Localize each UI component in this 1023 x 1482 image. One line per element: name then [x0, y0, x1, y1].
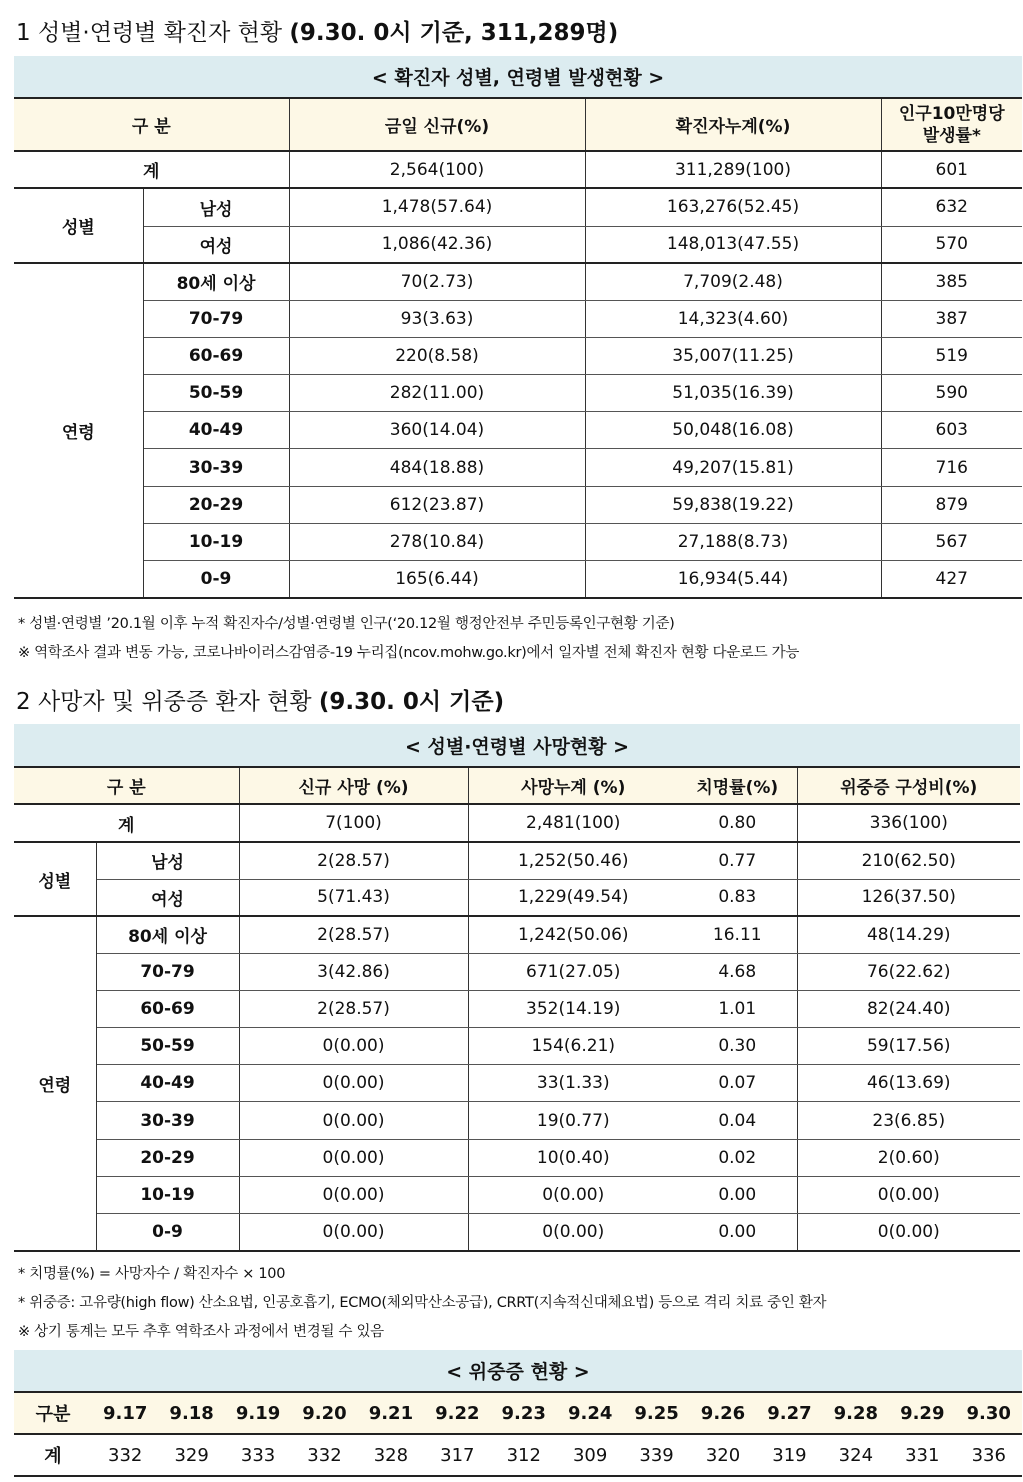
severe-count-cell: 320 — [690, 1434, 756, 1476]
cell-cumulative: 7,709(2.48) — [585, 263, 881, 300]
severe-count-cell: 319 — [756, 1434, 822, 1476]
cell-rate: 427 — [881, 561, 1022, 598]
severe-count-cell: 332 — [92, 1434, 158, 1476]
cell-new: 7(100) — [239, 804, 468, 842]
cell-cumulative: 10(0.40) — [468, 1139, 678, 1176]
cell-fatality: 0.83 — [678, 879, 797, 916]
cell-new: 484(18.88) — [289, 449, 585, 486]
cell-severe: 76(22.62) — [797, 953, 1020, 990]
cell-severe: 0(0.00) — [797, 1214, 1020, 1251]
cell-new: 2(28.57) — [239, 916, 468, 953]
header-new-deaths: 신규 사망 (%) — [239, 767, 468, 804]
severe-count-cell: 328 — [358, 1434, 424, 1476]
severe-count-cell: 329 — [158, 1434, 224, 1476]
header-cumulative-deaths: 사망누계 (%) — [468, 767, 678, 804]
cell-new: 70(2.73) — [289, 263, 585, 300]
severe-count-cell: 331 — [889, 1434, 955, 1476]
cell-severe: 59(17.56) — [797, 1028, 1020, 1065]
cell-new: 0(0.00) — [239, 1139, 468, 1176]
section2-title-date: (9.30. 0시 기준) — [318, 689, 505, 715]
row-label: 여성 — [143, 226, 289, 263]
severe-trend-table — [14, 1350, 1022, 1477]
date-header: 9.22 — [424, 1392, 490, 1434]
date-header: 9.20 — [291, 1392, 357, 1434]
cell-fatality: 16.11 — [678, 916, 797, 953]
cell-new: 282(11.00) — [289, 375, 585, 412]
cell-cumulative: 16,934(5.44) — [585, 561, 881, 598]
table2-caption: < 성별·연령별 사망현황 > — [14, 724, 1020, 767]
cell-new: 1,478(57.64) — [289, 188, 585, 226]
table-row — [14, 953, 1020, 990]
date-header: 9.23 — [491, 1392, 557, 1434]
cell-severe: 126(37.50) — [797, 879, 1020, 916]
table-row — [14, 879, 1020, 916]
table3-caption: < 위중증 현황 > — [14, 1350, 1022, 1392]
row-label: 계 — [14, 151, 289, 188]
table-row — [14, 1065, 1020, 1102]
row-label: 40-49 — [143, 412, 289, 449]
group-label-sex: 성별 — [14, 188, 143, 263]
group-label-age: 연령 — [14, 263, 143, 598]
table-row — [14, 916, 1020, 953]
table-row — [14, 226, 1022, 263]
date-header: 9.28 — [823, 1392, 889, 1434]
cell-new: 2(28.57) — [239, 990, 468, 1027]
row-label: 30-39 — [143, 449, 289, 486]
cell-fatality: 0.30 — [678, 1028, 797, 1065]
table-row — [14, 1176, 1020, 1213]
date-header: 9.25 — [623, 1392, 689, 1434]
cell-fatality: 0.00 — [678, 1214, 797, 1251]
cell-cumulative: 352(14.19) — [468, 990, 678, 1027]
cell-fatality: 0.77 — [678, 842, 797, 879]
deaths-table — [14, 724, 1020, 1252]
cell-cumulative: 154(6.21) — [468, 1028, 678, 1065]
severe-count-cell: 336 — [955, 1434, 1022, 1476]
table-row — [14, 337, 1022, 374]
note: ※ 역학조사 결과 변동 가능, 코로나바이러스감염증-19 누리집(ncov.mohw.go.kr)에서 일자별 전체 확진자 현황 다운로드 가능 — [18, 645, 800, 661]
header-new: 금일 신규(%) — [289, 98, 585, 151]
severe-count-cell: 309 — [557, 1434, 623, 1476]
row-label: 남성 — [96, 842, 239, 879]
header-rate-line2: 발생률* — [922, 125, 981, 146]
date-header: 9.19 — [225, 1392, 291, 1434]
cell-fatality: 4.68 — [678, 953, 797, 990]
total-row — [14, 151, 1022, 188]
section1-title-date: (9.30. 0시 기준, 311,289명) — [289, 20, 619, 46]
cell-rate: 385 — [881, 263, 1022, 300]
table-row — [14, 1102, 1020, 1139]
cell-severe: 0(0.00) — [797, 1176, 1020, 1213]
header-severe: 위중증 구성비(%) — [797, 767, 1020, 804]
severe-count-cell: 332 — [291, 1434, 357, 1476]
table-row — [14, 561, 1022, 598]
severe-count-cell: 333 — [225, 1434, 291, 1476]
severe-count-cell: 324 — [823, 1434, 889, 1476]
row-label: 20-29 — [143, 486, 289, 523]
row-label: 70-79 — [143, 300, 289, 337]
cell-new: 5(71.43) — [239, 879, 468, 916]
table-row — [14, 263, 1022, 300]
cell-new: 612(23.87) — [289, 486, 585, 523]
cell-cumulative: 50,048(16.08) — [585, 412, 881, 449]
header-rate — [881, 98, 1022, 151]
table-row — [14, 990, 1020, 1027]
cell-rate: 603 — [881, 412, 1022, 449]
cell-cumulative: 19(0.77) — [468, 1102, 678, 1139]
cell-new: 278(10.84) — [289, 523, 585, 560]
cell-severe: 46(13.69) — [797, 1065, 1020, 1102]
severe-count-cell: 312 — [491, 1434, 557, 1476]
row-label: 남성 — [143, 188, 289, 226]
row-label: 계 — [14, 804, 239, 842]
cell-severe: 336(100) — [797, 804, 1020, 842]
cell-severe: 23(6.85) — [797, 1102, 1020, 1139]
cell-fatality: 0.07 — [678, 1065, 797, 1102]
cell-new: 2(28.57) — [239, 842, 468, 879]
cell-cumulative: 2,481(100) — [468, 804, 678, 842]
table1-caption: < 확진자 성별, 연령별 발생현황 > — [14, 56, 1022, 98]
cell-severe: 2(0.60) — [797, 1139, 1020, 1176]
date-header: 9.24 — [557, 1392, 623, 1434]
row-label: 80세 이상 — [96, 916, 239, 953]
row-label: 40-49 — [96, 1065, 239, 1102]
section2-heading — [16, 683, 504, 716]
cell-rate: 387 — [881, 300, 1022, 337]
row-label: 10-19 — [143, 523, 289, 560]
date-header: 9.30 — [955, 1392, 1022, 1434]
cell-rate: 601 — [881, 151, 1022, 188]
cell-severe: 48(14.29) — [797, 916, 1020, 953]
section1-heading — [16, 14, 618, 47]
cell-rate: 590 — [881, 375, 1022, 412]
cell-cumulative: 148,013(47.55) — [585, 226, 881, 263]
cell-cumulative: 49,207(15.81) — [585, 449, 881, 486]
table-row — [14, 449, 1022, 486]
date-header: 9.21 — [358, 1392, 424, 1434]
row-label: 10-19 — [96, 1176, 239, 1213]
cell-rate: 567 — [881, 523, 1022, 560]
row-label: 계 — [14, 1434, 92, 1476]
group-label-sex: 성별 — [14, 842, 96, 916]
group-label-age: 연령 — [14, 916, 96, 1251]
cell-new: 165(6.44) — [289, 561, 585, 598]
row-label: 여성 — [96, 879, 239, 916]
cell-cumulative: 35,007(11.25) — [585, 337, 881, 374]
cell-cumulative: 1,229(49.54) — [468, 879, 678, 916]
date-header: 9.18 — [158, 1392, 224, 1434]
header-cumulative: 확진자누계(%) — [585, 98, 881, 151]
cell-cumulative: 1,242(50.06) — [468, 916, 678, 953]
cell-cumulative: 1,252(50.46) — [468, 842, 678, 879]
row-label: 60-69 — [143, 337, 289, 374]
table-row — [14, 486, 1022, 523]
cell-cumulative: 59,838(19.22) — [585, 486, 881, 523]
cell-new: 0(0.00) — [239, 1102, 468, 1139]
severe-count-cell: 339 — [623, 1434, 689, 1476]
header-category: 구 분 — [14, 98, 289, 151]
cell-new: 360(14.04) — [289, 412, 585, 449]
row-label: 60-69 — [96, 990, 239, 1027]
cell-cumulative: 163,276(52.45) — [585, 188, 881, 226]
cell-new: 0(0.00) — [239, 1028, 468, 1065]
cell-rate: 570 — [881, 226, 1022, 263]
note: * 성별·연령별 ’20.1월 이후 누적 확진자수/성별·연령별 인구(‘20.12월 행정안전부 주민등록인구현황 기준) — [18, 616, 675, 632]
cell-new: 0(0.00) — [239, 1214, 468, 1251]
cell-cumulative: 311,289(100) — [585, 151, 881, 188]
note: * 위중증: 고유량(high flow) 산소요법, 인공호흡기, ECMO(체외막산소공급), CRRT(지속적신대체요법) 등으로 격리 치료 중인 환자 — [18, 1295, 827, 1311]
date-header: 9.29 — [889, 1392, 955, 1434]
cell-rate: 519 — [881, 337, 1022, 374]
section1-title: 1 성별·연령별 확진자 현황 — [16, 20, 290, 46]
table-row — [14, 375, 1022, 412]
cell-severe: 210(62.50) — [797, 842, 1020, 879]
row-label: 0-9 — [96, 1214, 239, 1251]
cell-rate: 632 — [881, 188, 1022, 226]
row-label: 50-59 — [143, 375, 289, 412]
table-row — [14, 1139, 1020, 1176]
row-label: 20-29 — [96, 1139, 239, 1176]
cell-severe: 82(24.40) — [797, 990, 1020, 1027]
row-label: 30-39 — [96, 1102, 239, 1139]
cell-fatality: 0.02 — [678, 1139, 797, 1176]
section2-title: 2 사망자 및 위중증 환자 현황 — [16, 689, 319, 715]
header-category: 구 분 — [14, 767, 239, 804]
cell-new: 2,564(100) — [289, 151, 585, 188]
cell-fatality: 0.00 — [678, 1176, 797, 1213]
total-row — [14, 804, 1020, 842]
cell-fatality: 0.04 — [678, 1102, 797, 1139]
date-header: 9.17 — [92, 1392, 158, 1434]
cell-new: 1,086(42.36) — [289, 226, 585, 263]
cell-cumulative: 33(1.33) — [468, 1065, 678, 1102]
cell-new: 3(42.86) — [239, 953, 468, 990]
confirmed-cases-table — [14, 56, 1022, 599]
header-fatality: 치명률(%) — [678, 767, 797, 804]
table-row — [14, 1214, 1020, 1251]
cell-fatality: 1.01 — [678, 990, 797, 1027]
cell-new: 0(0.00) — [239, 1176, 468, 1213]
severe-count-cell: 317 — [424, 1434, 490, 1476]
table-row — [14, 1028, 1020, 1065]
cell-cumulative: 27,188(8.73) — [585, 523, 881, 560]
cell-new: 0(0.00) — [239, 1065, 468, 1102]
row-label: 50-59 — [96, 1028, 239, 1065]
header-category: 구분 — [14, 1392, 92, 1434]
date-header: 9.27 — [756, 1392, 822, 1434]
cell-cumulative: 14,323(4.60) — [585, 300, 881, 337]
cell-new: 93(3.63) — [289, 300, 585, 337]
header-rate-line1: 인구10만명당 — [898, 103, 1005, 124]
row-label: 0-9 — [143, 561, 289, 598]
table-row — [14, 188, 1022, 226]
table-row — [14, 842, 1020, 879]
table-row — [14, 523, 1022, 560]
note: ※ 상기 통계는 모두 추후 역학조사 과정에서 변경될 수 있음 — [18, 1324, 384, 1340]
date-header: 9.26 — [690, 1392, 756, 1434]
row-label: 70-79 — [96, 953, 239, 990]
cell-fatality: 0.80 — [678, 804, 797, 842]
row-label: 80세 이상 — [143, 263, 289, 300]
table-row — [14, 412, 1022, 449]
cell-cumulative: 671(27.05) — [468, 953, 678, 990]
cell-cumulative: 0(0.00) — [468, 1176, 678, 1213]
cell-rate: 879 — [881, 486, 1022, 523]
cell-cumulative: 0(0.00) — [468, 1214, 678, 1251]
table-row — [14, 300, 1022, 337]
cell-cumulative: 51,035(16.39) — [585, 375, 881, 412]
note: * 치명률(%) = 사망자수 / 확진자수 × 100 — [18, 1266, 286, 1282]
cell-rate: 716 — [881, 449, 1022, 486]
cell-new: 220(8.58) — [289, 337, 585, 374]
